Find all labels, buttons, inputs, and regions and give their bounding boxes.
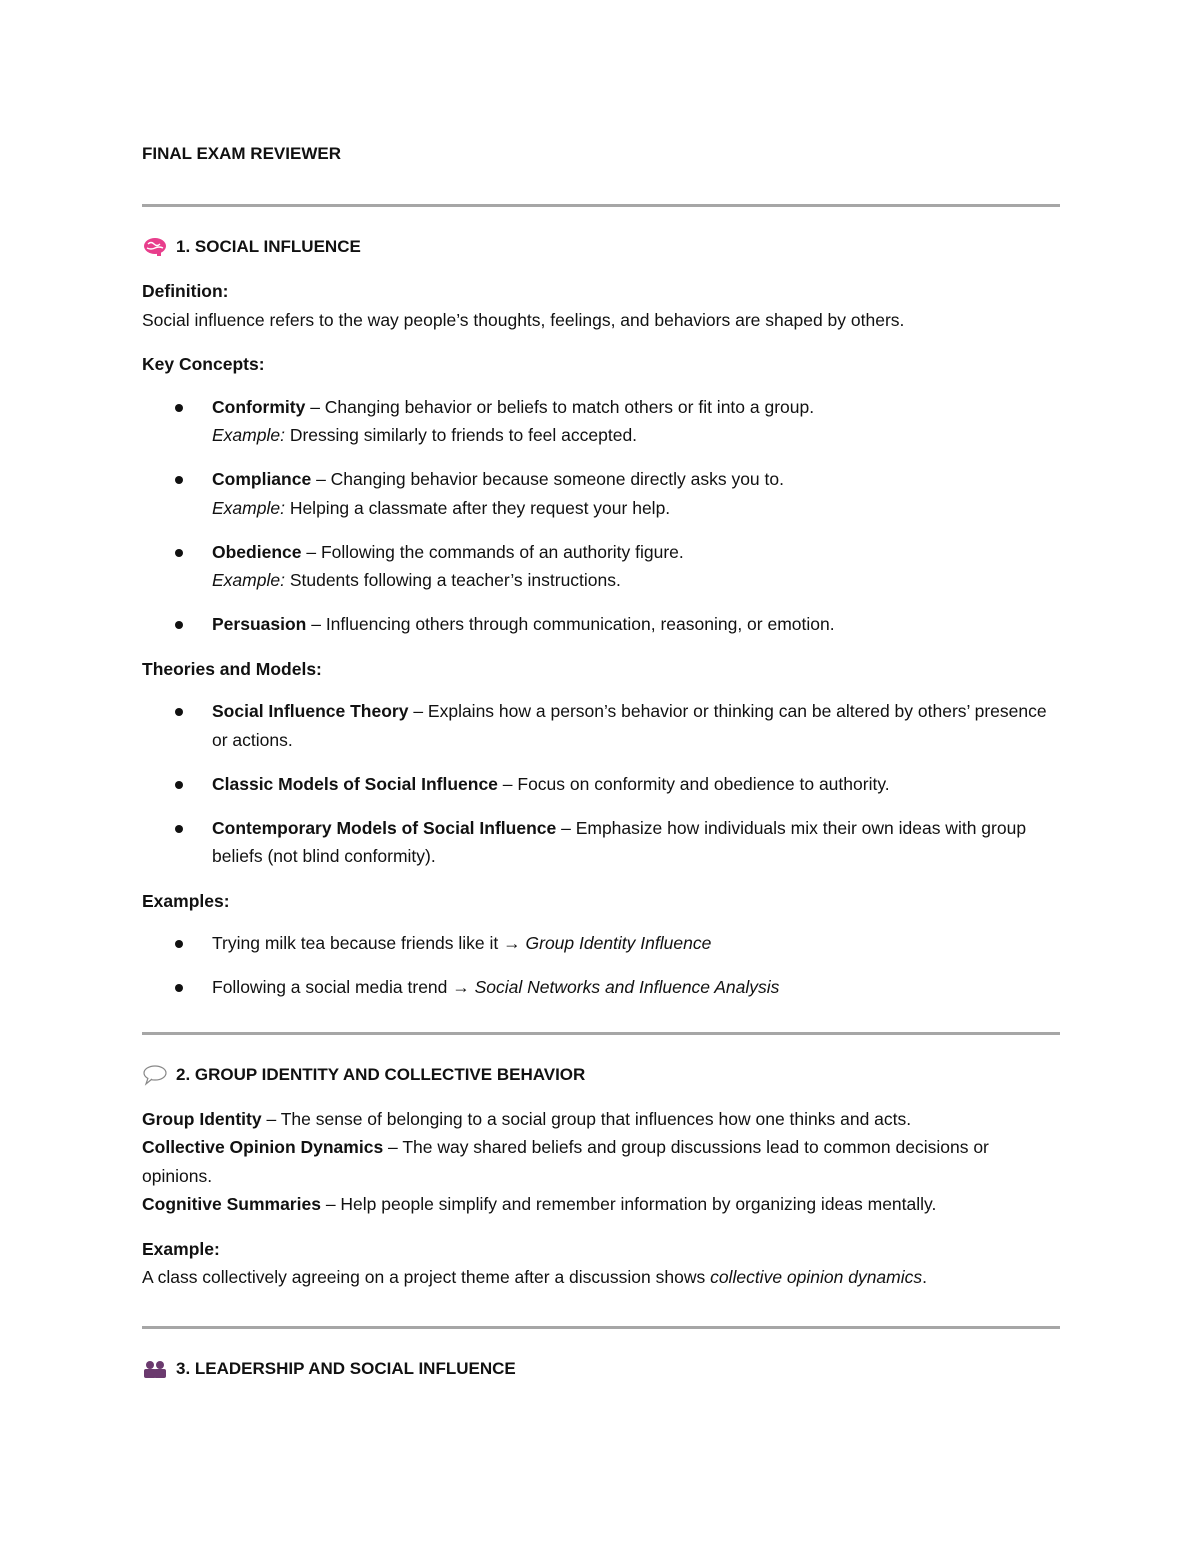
- horizontal-rule: [142, 1032, 1060, 1035]
- cognitive-summaries-term: [142, 1190, 1060, 1219]
- section-2-title: 2. GROUP IDENTITY AND COLLECTIVE BEHAVIOR: [176, 1064, 586, 1084]
- concept-desc: – Changing behavior or beliefs to match others or fit into a group.: [305, 396, 815, 417]
- examples-list: [142, 929, 1060, 1002]
- list-item: [142, 393, 1060, 450]
- section-3-heading: [142, 1355, 1060, 1383]
- section-3-title: 3. LEADERSHIP AND SOCIAL INFLUENCE: [176, 1358, 516, 1378]
- list-item: [142, 697, 1060, 754]
- list-item: [142, 814, 1060, 871]
- list-item: [142, 465, 1060, 522]
- example-label: Example:: [212, 425, 285, 445]
- theory-desc: – Emphasize how individuals mix their own ideas with group beliefs (not blind conformity).: [212, 817, 1027, 866]
- key-concepts-list: [142, 393, 1060, 639]
- term-desc: – Help people simplify and remember information by organizing ideas mentally.: [320, 1194, 937, 1214]
- example-item-topic: Group Identity Influence: [525, 933, 712, 953]
- example-body: A class collectively agreeing on a project theme after a discussion shows: [142, 1267, 711, 1287]
- theory-term: Classic Models of Social Influence: [212, 773, 498, 794]
- example-item-topic: Social Networks and Influence Analysis: [474, 977, 780, 997]
- theory-term: Contemporary Models of Social Influence: [212, 817, 557, 838]
- concept-term: Compliance: [212, 469, 312, 489]
- example-text: Dressing similarly to friends to feel accepted.: [284, 425, 638, 445]
- example-item-text: Following a social media trend →: [212, 977, 475, 997]
- example-text: Helping a classmate after they request your help.: [284, 497, 671, 518]
- theories-label: Theories and Models:: [142, 658, 322, 679]
- concept-term: Obedience: [212, 541, 302, 562]
- concept-desc: – Changing behavior because someone directly asks you to.: [311, 469, 784, 489]
- concept-term: Persuasion: [212, 614, 307, 634]
- theory-desc: – Focus on conformity and obedience to authority.: [497, 773, 890, 794]
- example-label: Example:: [142, 1238, 220, 1259]
- section-1-heading: [142, 233, 1060, 261]
- section-2-heading: [142, 1061, 1060, 1089]
- example-label: Example:: [212, 570, 285, 590]
- document-title: FINAL EXAM REVIEWER: [142, 144, 341, 163]
- section-1-title: 1. SOCIAL INFLUENCE: [176, 237, 361, 256]
- speech-bubble-icon: [142, 1064, 168, 1086]
- list-item: [142, 610, 1060, 639]
- people-icon: [142, 1358, 168, 1380]
- term: Cognitive Summaries: [142, 1194, 321, 1214]
- definition-text: Social influence refers to the way people’s thoughts, feelings, and behaviors are shaped by others.: [142, 309, 905, 330]
- theory-desc: – Explains how a person’s behavior or thinking can be altered by others’ presence or actions.: [212, 701, 1047, 750]
- group-identity-term: [142, 1105, 1060, 1134]
- example-label: Example:: [212, 497, 285, 518]
- concept-term: Conformity: [212, 396, 306, 417]
- theory-term: Social Influence Theory: [212, 701, 409, 721]
- concept-desc: – Following the commands of an authority figure.: [301, 541, 684, 562]
- horizontal-rule: [142, 204, 1060, 207]
- example-text: [142, 1263, 1060, 1292]
- collective-opinion-term: [142, 1133, 1060, 1190]
- list-item: [142, 770, 1060, 799]
- list-item: [142, 929, 1060, 958]
- example-item-text: Trying milk tea because friends like it →: [212, 933, 526, 953]
- term-desc: – The sense of belonging to a social group that influences how one thinks and acts.: [261, 1108, 912, 1129]
- examples-label: Examples:: [142, 890, 230, 911]
- example-emphasis: collective opinion dynamics: [710, 1267, 923, 1287]
- term: Collective Opinion Dynamics: [142, 1137, 384, 1157]
- key-concepts-label: Key Concepts:: [142, 354, 265, 374]
- definition-label: Definition:: [142, 281, 229, 301]
- example-end: .: [922, 1267, 928, 1287]
- theories-list: [142, 697, 1060, 871]
- horizontal-rule: [142, 1326, 1060, 1329]
- list-item: [142, 538, 1060, 595]
- concept-desc: – Influencing others through communication, reasoning, or emotion.: [306, 614, 835, 634]
- example-text: Students following a teacher’s instructions.: [284, 570, 621, 590]
- term: Group Identity: [142, 1108, 262, 1129]
- document-page: [142, 140, 1060, 1383]
- term-desc: – The way shared beliefs and group discussions lead to common decisions or opinions.: [142, 1137, 989, 1186]
- list-item: [142, 973, 1060, 1002]
- brain-icon: [142, 236, 168, 258]
